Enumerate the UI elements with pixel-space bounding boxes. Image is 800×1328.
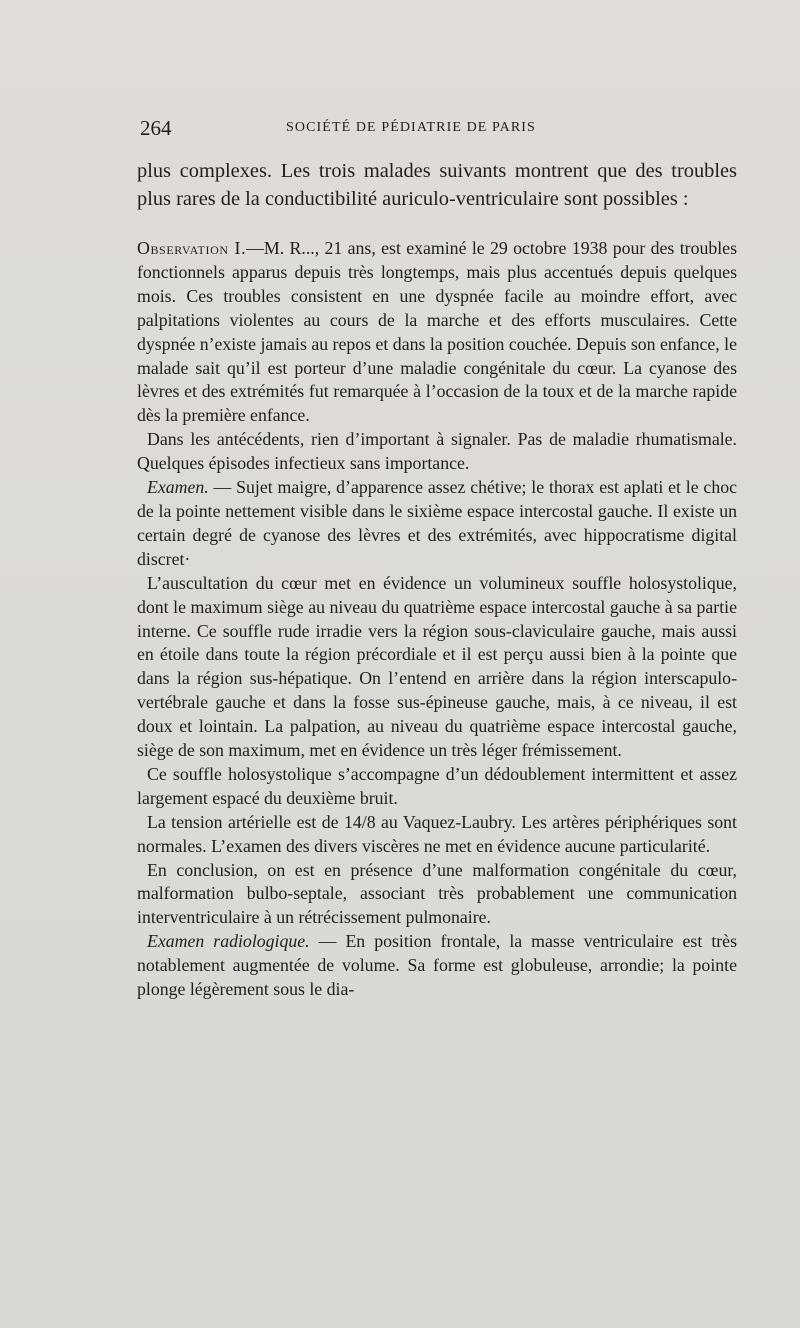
intro-paragraph: plus complexes. Les trois malades suivants montrent que des troubles plus rares de la conductibilité auriculo-ventriculaire sont possibles : [137, 160, 737, 210]
radiologique-label: Examen radiologique. [147, 931, 310, 952]
radiologique-text: — En position frontale, la masse ventriculaire est très notablement augmentée de volume. Sa forme est globuleuse, arrondie; la pointe plonge légèrement sous le dia- [137, 931, 737, 1000]
observation-paragraph [137, 237, 737, 428]
examen-text: — Sujet maigre, d’apparence assez chétive; le thorax est aplati et le choc de la pointe nettement visible dans le sixième espace intercostal gauche. Il existe un certain degré de cyanose des lèvres et des extrémités, avec hippocratisme digital discret· [137, 477, 737, 569]
conclusion-paragraph: En conclusion, on est en présence d’une malformation congénitale du cœur, malformation bulbo-septale, associant très probablement une communication interventriculaire à un rétrécissement pulmonaire. [137, 859, 737, 928]
tension-paragraph: La tension artérielle est de 14/8 au Vaquez-Laubry. Les artères périphériques sont normales. L’examen des divers viscères ne met en évidence aucune particularité. [137, 811, 737, 856]
antecedents-paragraph: Dans les antécédents, rien d’important à signaler. Pas de maladie rhumatismale. Quelques épisodes infectieux sans importance. [137, 429, 737, 474]
radiologique-paragraph [137, 930, 737, 1002]
examen-paragraph [137, 476, 737, 572]
page-header [140, 116, 736, 142]
souffle-paragraph: Ce souffle holosystolique s’accompagne d’un dédoublement intermittent et assez largement espacé du deuxième bruit. [137, 763, 737, 808]
observation-label: Observation I. [137, 238, 247, 258]
running-head: SOCIÉTÉ DE PÉDIATRIE DE PARIS [286, 120, 536, 135]
observation-text: —M. R..., 21 ans, est examiné le 29 octobre 1938 pour des troubles fonctionnels apparus depuis très longtemps, mais plus accentués depuis quelques mois. Ces troubles consistent en une dyspnée facile au moindre effort, avec palpitations violentes au cours de la marche et des efforts musculaires. Cette dyspnée n’existe jamais au repos et dans la position couchée. Depuis son enfance, le malade sait qu’il est porteur d’une maladie congénitale du cœur. La cyanose des lèvres et des extrémités fut remarquée à l’occasion de la toux et de la marche rapide dès la première enfance. [137, 238, 737, 426]
examen-label: Examen. [147, 477, 209, 498]
auscultation-paragraph: L’auscultation du cœur met en évidence un volumineux souffle holosystolique, dont le maximum siège au niveau du quatrième espace intercostal gauche à sa partie interne. Ce souffle rude irradie vers la région sous-claviculaire gauche, mais aussi en étoile dans toute la région précordiale et il est perçu aussi bien à la pointe que dans la région sus-hépatique. On l’entend en arrière dans la région interscapulo-vertébrale gauche et dans la fosse sus-épineuse gauche, mais, à ce niveau, il est doux et lointain. La palpation, au niveau du quatrième espace intercostal gauche, siège de son maximum, met en évidence un très léger frémissement. [137, 572, 737, 761]
page-number: 264 [140, 116, 172, 140]
body-text [137, 158, 737, 1002]
